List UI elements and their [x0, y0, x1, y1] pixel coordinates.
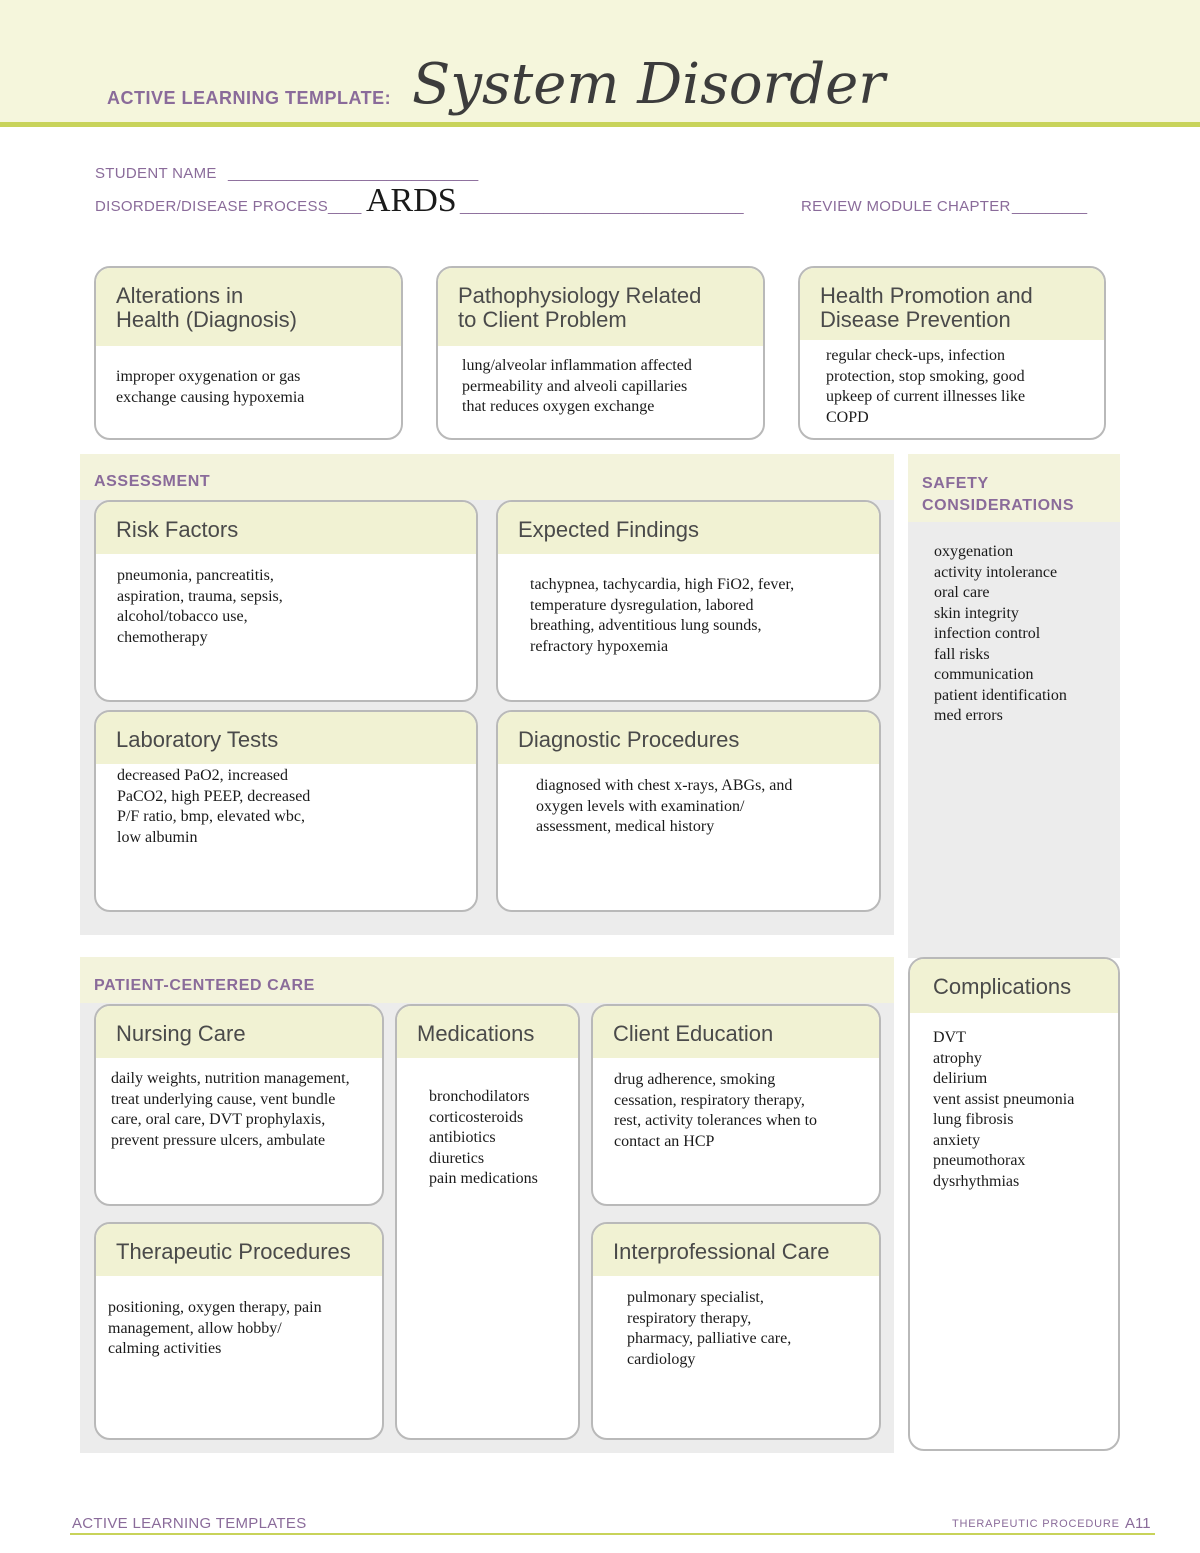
medications-card-title: Medications — [397, 1006, 578, 1058]
medications-card-text — [429, 1087, 538, 1190]
health-promotion-card-title: Health Promotion and Disease Prevention — [800, 268, 1104, 340]
list-item: communication — [934, 666, 1034, 683]
list-item: lung fibrosis — [933, 1111, 1014, 1128]
footer-section: THERAPEUTIC PROCEDURE — [952, 1518, 1120, 1530]
list-item: infection control — [934, 625, 1041, 642]
nursing-care-card — [94, 1004, 384, 1206]
laboratory-tests-card-title: Laboratory Tests — [96, 712, 476, 764]
diagnostic-procedures-card-title: Diagnostic Procedures — [498, 712, 879, 764]
therapeutic-procedures-card-title: Therapeutic Procedures — [96, 1224, 382, 1276]
interprofessional-care-card — [591, 1222, 881, 1440]
diagnostic-procedures-card — [496, 710, 881, 912]
review-module-field[interactable]: _________ — [1012, 198, 1088, 215]
list-item: skin integrity — [934, 604, 1019, 622]
nursing-care-card-title: Nursing Care — [96, 1006, 382, 1058]
assessment-section-label: ASSESSMENT — [94, 473, 211, 490]
list-item: activity intolerance — [934, 563, 1058, 581]
alterations-card — [94, 266, 403, 440]
laboratory-tests-card — [94, 710, 478, 912]
disorder-line-pre: ____ — [328, 198, 362, 215]
footer-title: ACTIVE LEARNING TEMPLATES — [72, 1515, 307, 1532]
risk-factors-card-title: Risk Factors — [96, 502, 476, 554]
list-item: pneumothorax — [933, 1152, 1026, 1169]
list-item: bronchodilators — [429, 1088, 530, 1105]
page-title: System Disorder — [412, 52, 886, 117]
list-item: patient identification — [934, 686, 1067, 704]
list-item: fall risks — [934, 645, 990, 663]
health-promotion-card-text: regular check-ups, infection protection, stop smoking, good upkeep of current illnesses like COPD — [826, 347, 1026, 426]
list-item: DVT — [933, 1029, 966, 1046]
safety-list — [934, 542, 1067, 727]
expected-findings-card — [496, 500, 881, 702]
interprofessional-care-card-title: Interprofessional Care — [593, 1224, 879, 1276]
nursing-care-card-text: daily weights, nutrition management, treat underlying cause, vent bundle care, oral care, DVT prophylaxis, prevent pressure ulcers, ambulate — [111, 1070, 350, 1149]
client-education-card-title: Client Education — [593, 1006, 879, 1058]
client-education-card — [591, 1004, 881, 1206]
list-item: antibiotics — [429, 1129, 496, 1146]
list-item: diuretics — [429, 1149, 485, 1167]
alterations-card-title: Alterations in Health (Diagnosis) — [96, 268, 401, 346]
alterations-card-text: improper oxygenation or gas exchange causing hypoxemia — [116, 368, 305, 406]
page-number: A11 — [1125, 1515, 1151, 1532]
medications-card — [395, 1004, 580, 1440]
student-name-label: STUDENT NAME — [95, 165, 217, 182]
list-item: delirium — [933, 1070, 988, 1087]
health-promotion-card — [798, 266, 1106, 440]
list-item: oxygenation — [934, 543, 1014, 560]
list-item: vent assist pneumonia — [933, 1090, 1075, 1108]
interprofessional-care-card-text: pulmonary specialist, respiratory therapy, pharmacy, palliative care, cardiology — [627, 1289, 792, 1368]
laboratory-tests-card-text: decreased PaO2, increased PaCO2, high PEEP, decreased P/F ratio, bmp, elevated wbc, low albumin — [117, 767, 311, 846]
complications-list — [933, 1028, 1074, 1192]
client-education-card-text: drug adherence, smoking cessation, respiratory therapy, rest, activity tolerances when to contact an HCP — [614, 1071, 818, 1150]
complications-card-title: Complications — [910, 959, 1118, 1013]
list-item: anxiety — [933, 1131, 981, 1149]
safety-section-label: SAFETY CONSIDERATIONS — [922, 475, 1075, 514]
therapeutic-procedures-card-text: positioning, oxygen therapy, pain management, allow hobby/ calming activities — [108, 1299, 322, 1357]
expected-findings-card-title: Expected Findings — [498, 502, 879, 554]
patient-centered-care-section-label: PATIENT-CENTERED CARE — [94, 977, 315, 994]
footer-divider — [70, 1533, 1155, 1535]
list-item: corticosteroids — [429, 1108, 524, 1126]
expected-findings-card-text: tachypnea, tachycardia, high FiO2, fever, temperature dysregulation, labored breathing, adventitious lung sounds, refractory hypoxemia — [530, 576, 795, 655]
pathophysiology-card — [436, 266, 765, 440]
therapeutic-procedures-card — [94, 1222, 384, 1440]
pathophysiology-card-text: lung/alveolar inflammation affected permeability and alveoli capillaries that reduces oxygen exchange — [462, 357, 692, 415]
review-module-label: REVIEW MODULE CHAPTER — [801, 198, 1011, 215]
list-item: pain medications — [429, 1170, 538, 1187]
risk-factors-card-text: pneumonia, pancreatitis, aspiration, trauma, sepsis, alcohol/tobacco use, chemotherapy — [117, 567, 283, 646]
disorder-value[interactable]: ARDS — [366, 182, 457, 219]
list-item: oral care — [934, 584, 990, 601]
risk-factors-card — [94, 500, 478, 702]
pathophysiology-card-title: Pathophysiology Related to Client Problem — [438, 268, 763, 346]
disorder-label: DISORDER/DISEASE PROCESS — [95, 198, 329, 215]
template-label: ACTIVE LEARNING TEMPLATE: — [107, 88, 392, 108]
list-item: med errors — [934, 707, 1003, 724]
list-item: dysrhythmias — [933, 1172, 1020, 1190]
student-name-field[interactable]: ______________________________ — [228, 165, 479, 182]
disorder-line-post: __________________________________ — [460, 198, 744, 215]
safety-panel — [908, 454, 1120, 958]
complications-card — [908, 957, 1120, 1451]
list-item: atrophy — [933, 1049, 982, 1067]
header-divider — [0, 122, 1200, 127]
diagnostic-procedures-card-text: diagnosed with chest x-rays, ABGs, and oxygen levels with examination/ assessment, medical history — [536, 777, 793, 835]
